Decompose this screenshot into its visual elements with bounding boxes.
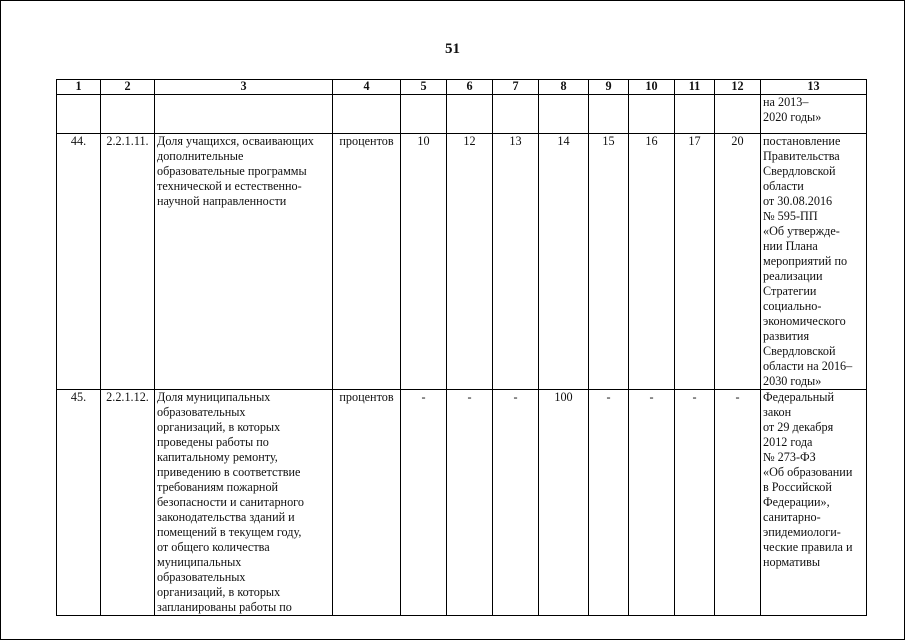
row-code: 2.2.1.12. xyxy=(101,390,155,616)
value-cell: 20 xyxy=(715,134,761,390)
source-line: № 273-ФЗ xyxy=(763,450,816,464)
source-line: от 29 декабря xyxy=(763,420,834,434)
indicator-name-line: приведению в соответствие xyxy=(157,465,301,479)
source-cell xyxy=(761,134,867,390)
indicator-name-line: запланированы работы по xyxy=(157,600,292,614)
source-line: области на 2016– xyxy=(763,359,853,373)
cell-empty xyxy=(447,95,493,134)
source-line: от 30.08.2016 xyxy=(763,194,833,208)
cell-empty xyxy=(715,95,761,134)
column-header-13: 13 xyxy=(761,80,867,95)
source-line: в Российской xyxy=(763,480,832,494)
cell-empty xyxy=(401,95,447,134)
cell-empty xyxy=(155,95,333,134)
unit-cell: процентов xyxy=(333,134,401,390)
column-header-10: 10 xyxy=(629,80,675,95)
indicator-name-line: образовательных xyxy=(157,570,246,584)
indicator-name-line: научной направленности xyxy=(157,194,287,208)
continuation-row xyxy=(57,95,867,134)
row-number: 45. xyxy=(57,390,101,616)
indicator-name-line: капитальному ремонту, xyxy=(157,450,278,464)
column-header-5: 5 xyxy=(401,80,447,95)
indicator-name-line: от общего количества xyxy=(157,540,270,554)
indicator-name-line: Доля учащихся, осваивающих xyxy=(157,134,314,148)
indicator-name xyxy=(155,390,333,616)
indicator-name-line: Доля муниципальных xyxy=(157,390,271,404)
source-line: развития xyxy=(763,329,810,343)
source-line: Свердловской xyxy=(763,164,836,178)
column-header-3: 3 xyxy=(155,80,333,95)
source-cell xyxy=(761,390,867,616)
value-cell: - xyxy=(447,390,493,616)
indicator-name-line: организаций, в которых xyxy=(157,585,281,599)
column-header-7: 7 xyxy=(493,80,539,95)
source-line: области xyxy=(763,179,804,193)
source-line: Свердловской xyxy=(763,344,836,358)
value-cell: - xyxy=(675,390,715,616)
indicator-name-line: образовательные программы xyxy=(157,164,307,178)
cell-empty xyxy=(57,95,101,134)
source-line: социально- xyxy=(763,299,822,313)
indicator-name-line: организаций, в которых xyxy=(157,420,281,434)
source-line: закон xyxy=(763,405,792,419)
cell-empty xyxy=(101,95,155,134)
indicator-name-line: дополнительные xyxy=(157,149,244,163)
column-header-4: 4 xyxy=(333,80,401,95)
source-line: постановление xyxy=(763,134,841,148)
table-row xyxy=(57,134,867,390)
column-header-1: 1 xyxy=(57,80,101,95)
table-row xyxy=(57,390,867,616)
value-cell: 14 xyxy=(539,134,589,390)
column-header-8: 8 xyxy=(539,80,589,95)
table-header-row xyxy=(57,80,867,95)
column-header-6: 6 xyxy=(447,80,493,95)
cell-empty xyxy=(675,95,715,134)
column-header-9: 9 xyxy=(589,80,629,95)
value-cell: - xyxy=(493,390,539,616)
indicator-name-line: проведены работы по xyxy=(157,435,269,449)
cell-empty xyxy=(629,95,675,134)
value-cell: 100 xyxy=(539,390,589,616)
source-cell xyxy=(761,95,867,134)
indicator-name-line: законодательства зданий и xyxy=(157,510,295,524)
indicator-name-line: образовательных xyxy=(157,405,246,419)
source-line: санитарно- xyxy=(763,510,821,524)
source-line: мероприятий по xyxy=(763,254,848,268)
cell-empty xyxy=(493,95,539,134)
column-header-2: 2 xyxy=(101,80,155,95)
unit-cell: процентов xyxy=(333,390,401,616)
indicator-name-line: безопасности и санитарного xyxy=(157,495,304,509)
source-line: Правительства xyxy=(763,149,840,163)
source-line: «Об образовании xyxy=(763,465,853,479)
indicator-name-line: требованиям пожарной xyxy=(157,480,279,494)
indicator-name-line: помещений в текущем году, xyxy=(157,525,302,539)
source-line: Федерации», xyxy=(763,495,830,509)
value-cell: 16 xyxy=(629,134,675,390)
value-cell: 13 xyxy=(493,134,539,390)
source-line: ческие правила и xyxy=(763,540,853,554)
value-cell: 12 xyxy=(447,134,493,390)
cell-empty xyxy=(333,95,401,134)
source-line: экономического xyxy=(763,314,846,328)
source-line: на 2013– xyxy=(763,95,809,109)
value-cell: 15 xyxy=(589,134,629,390)
value-cell: - xyxy=(401,390,447,616)
source-line: реализации xyxy=(763,269,823,283)
value-cell: 10 xyxy=(401,134,447,390)
source-line: Стратегии xyxy=(763,284,817,298)
page-number: 51 xyxy=(445,41,460,57)
source-line: Федеральный xyxy=(763,390,834,404)
source-line: «Об утвержде- xyxy=(763,224,840,238)
source-line: нии Плана xyxy=(763,239,818,253)
value-cell: - xyxy=(715,390,761,616)
cell-empty xyxy=(589,95,629,134)
indicator-name xyxy=(155,134,333,390)
source-line: 2030 годы» xyxy=(763,374,822,388)
source-line: нормативы xyxy=(763,555,821,569)
value-cell: - xyxy=(589,390,629,616)
row-number: 44. xyxy=(57,134,101,390)
cell-empty xyxy=(539,95,589,134)
source-line: № 595-ПП xyxy=(763,209,818,223)
indicator-name-line: муниципальных xyxy=(157,555,242,569)
source-line: 2020 годы» xyxy=(763,110,822,124)
indicator-name-line: технической и естественно- xyxy=(157,179,302,193)
column-header-11: 11 xyxy=(675,80,715,95)
value-cell: - xyxy=(629,390,675,616)
source-line: 2012 года xyxy=(763,435,813,449)
row-code: 2.2.1.11. xyxy=(101,134,155,390)
value-cell: 17 xyxy=(675,134,715,390)
source-line: эпидемиологи- xyxy=(763,525,841,539)
indicators-table xyxy=(56,79,867,616)
column-header-12: 12 xyxy=(715,80,761,95)
